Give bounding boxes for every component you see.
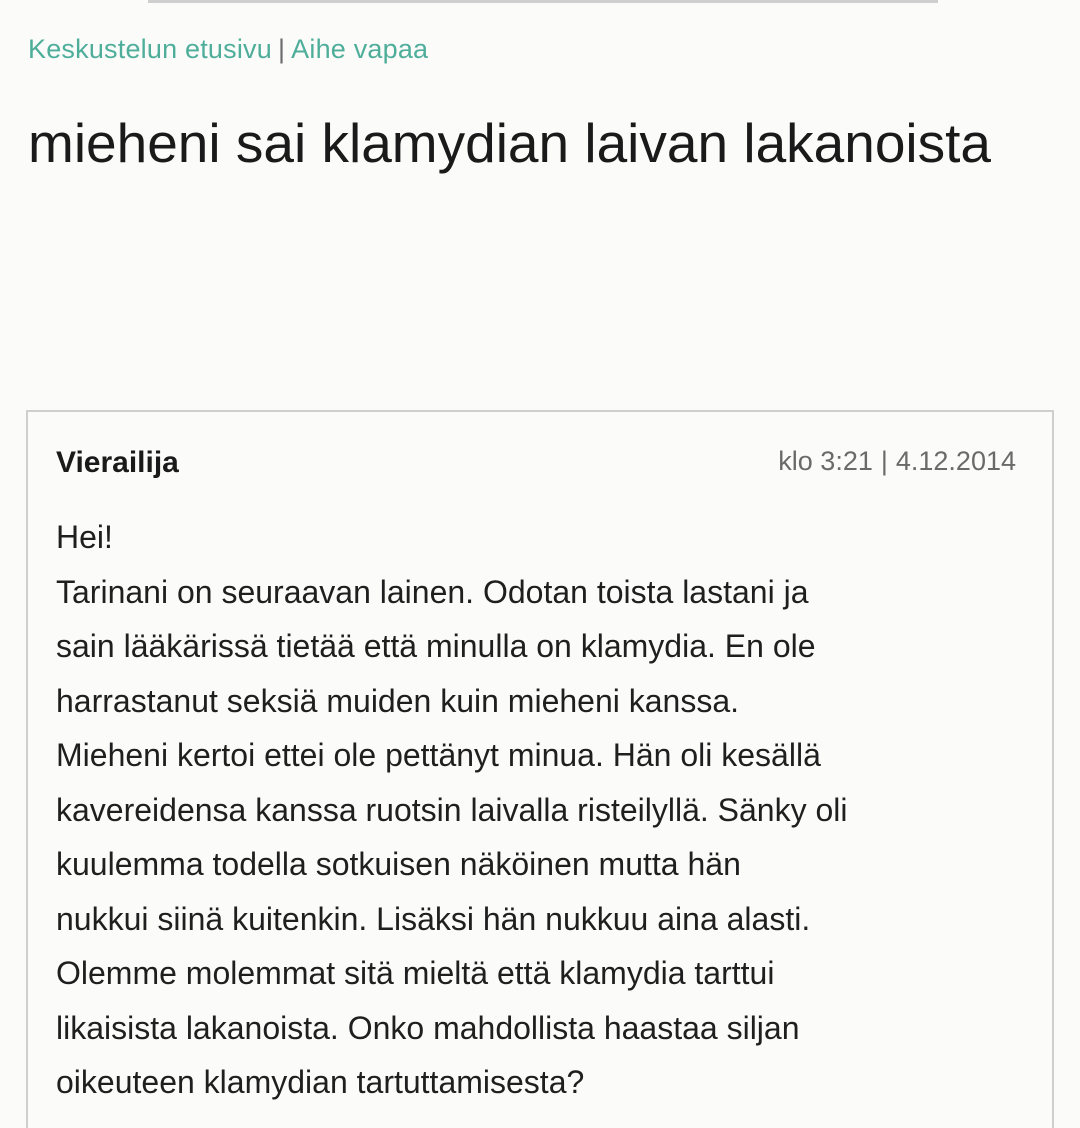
- post-line: kavereidensa kanssa ruotsin laivalla risteilyllä. Sänky oli: [56, 791, 848, 828]
- breadcrumb-separator: |: [277, 34, 286, 64]
- top-divider: [148, 0, 938, 3]
- post-line: Tarinani on seuraavan lainen. Odotan toista lastani ja: [56, 573, 809, 610]
- post-date: 4.12.2014: [895, 446, 1016, 476]
- post-time: klo 3:21: [778, 446, 873, 476]
- post-line: nukkui siinä kuitenkin. Lisäksi hän nukkuu aina alasti.: [56, 900, 811, 937]
- post-line: oikeuteen klamydian tartuttamisesta?: [56, 1064, 585, 1100]
- post-body: [56, 510, 1026, 1110]
- post-line: kuulemma todella sotkuisen näköinen mutta hän: [56, 846, 741, 882]
- post-line: sain lääkärissä tietää että minulla on klamydia. En ole: [56, 628, 816, 664]
- post-author: Vierailija: [56, 446, 179, 479]
- breadcrumb-topic-link[interactable]: Aihe vapaa: [291, 34, 429, 64]
- post-line: Olemme molemmat sitä mieltä että klamydia tarttui: [56, 955, 775, 991]
- breadcrumb: [28, 34, 428, 65]
- post-line: Hei!: [56, 519, 113, 555]
- post-card: [26, 410, 1054, 1128]
- thread-title: mieheni sai klamydian laivan lakanoista: [28, 112, 992, 174]
- post-timestamp: [778, 446, 1016, 477]
- post-meta-separator: |: [880, 446, 888, 476]
- post-line: harrastanut seksiä muiden kuin mieheni kanssa.: [56, 682, 740, 719]
- breadcrumb-home-link[interactable]: Keskustelun etusivu: [28, 34, 272, 64]
- post-line: likaisista lakanoista. Onko mahdollista haastaa siljan: [56, 1009, 800, 1046]
- post-line: Mieheni kertoi ettei ole pettänyt minua. Hän oli kesällä: [56, 737, 821, 773]
